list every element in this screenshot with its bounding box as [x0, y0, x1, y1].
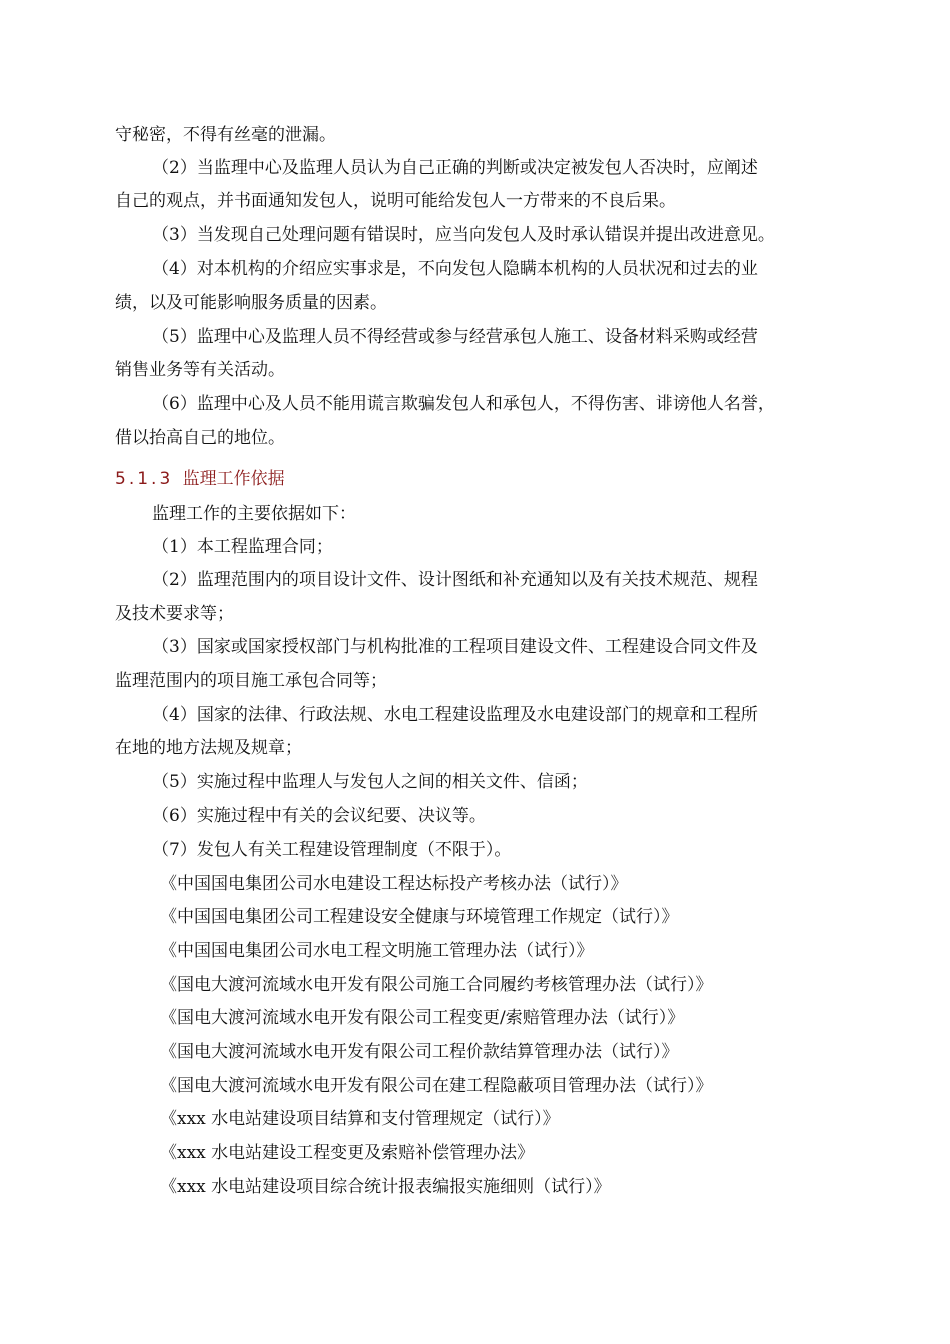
paragraph-line: （5）监理中心及监理人员不得经营或参与经营承包人施工、设备材料采购或经营	[152, 327, 758, 347]
paragraph-line: 借以抬高自己的地位。	[115, 428, 285, 448]
paragraph-line: （4）对本机构的介绍应实事求是，不向发包人隐瞒本机构的人员状况和过去的业	[152, 259, 758, 279]
paragraph-line: （2）当监理中心及监理人员认为自己正确的判断或决定被发包人否决时，应阐述	[152, 158, 758, 178]
body-line: （1）本工程监理合同；	[152, 537, 333, 557]
body-line: （4）国家的法律、行政法规、水电工程建设监理及水电建设部门的规章和工程所	[152, 705, 758, 725]
body-line: 在地的地方法规及规章；	[115, 738, 302, 758]
paragraph-line: 绩，以及可能影响服务质量的因素。	[115, 293, 387, 313]
section-number: 5.1.3	[115, 469, 174, 489]
body-line: 监理工作的主要依据如下：	[152, 504, 356, 524]
body-line: （3）国家或国家授权部门与机构批准的工程项目建设文件、工程建设合同文件及	[152, 637, 758, 657]
paragraph-line: 守秘密，不得有丝毫的泄漏。	[115, 125, 336, 145]
reference-document: 《国电大渡河流域水电开发有限公司工程变更/索赔管理办法（试行）》	[160, 1008, 685, 1028]
reference-document: 《中国国电集团公司水电建设工程达标投产考核办法（试行）》	[160, 874, 628, 894]
paragraph-line: 自己的观点，并书面通知发包人，说明可能给发包人一方带来的不良后果。	[115, 191, 676, 211]
reference-document: 《xxx 水电站建设项目结算和支付管理规定（试行）》	[160, 1109, 560, 1129]
body-line: （7）发包人有关工程建设管理制度（不限于）。	[152, 840, 512, 860]
paragraph-line: 销售业务等有关活动。	[115, 360, 285, 380]
reference-document: 《xxx 水电站建设工程变更及索赔补偿管理办法》	[160, 1143, 535, 1163]
paragraph-line: （3）当发现自己处理问题有错误时，应当向发包人及时承认错误并提出改进意见。	[152, 225, 775, 245]
body-line: 及技术要求等；	[115, 604, 234, 624]
reference-document: 《xxx 水电站建设项目综合统计报表编报实施细则（试行）》	[160, 1177, 611, 1197]
reference-document: 《中国国电集团公司水电工程文明施工管理办法（试行）》	[160, 941, 594, 961]
reference-document: 《中国国电集团公司工程建设安全健康与环境管理工作规定（试行）》	[160, 907, 679, 927]
reference-document: 《国电大渡河流域水电开发有限公司工程价款结算管理办法（试行）》	[160, 1042, 679, 1062]
section-heading	[115, 468, 285, 490]
body-line: （5）实施过程中监理人与发包人之间的相关文件、信函；	[152, 772, 588, 792]
paragraph-line: （6）监理中心及人员不能用谎言欺骗发包人和承包人，不得伤害、诽谤他人名誉，	[152, 394, 775, 414]
body-line: （2）监理范围内的项目设计文件、设计图纸和补充通知以及有关技术规范、规程	[152, 570, 758, 590]
reference-document: 《国电大渡河流域水电开发有限公司在建工程隐蔽项目管理办法（试行）》	[160, 1076, 713, 1096]
section-title: 监理工作依据	[182, 469, 285, 489]
body-line: 监理范围内的项目施工承包合同等；	[115, 671, 387, 691]
body-line: （6）实施过程中有关的会议纪要、决议等。	[152, 806, 486, 826]
reference-document: 《国电大渡河流域水电开发有限公司施工合同履约考核管理办法（试行）》	[160, 975, 713, 995]
